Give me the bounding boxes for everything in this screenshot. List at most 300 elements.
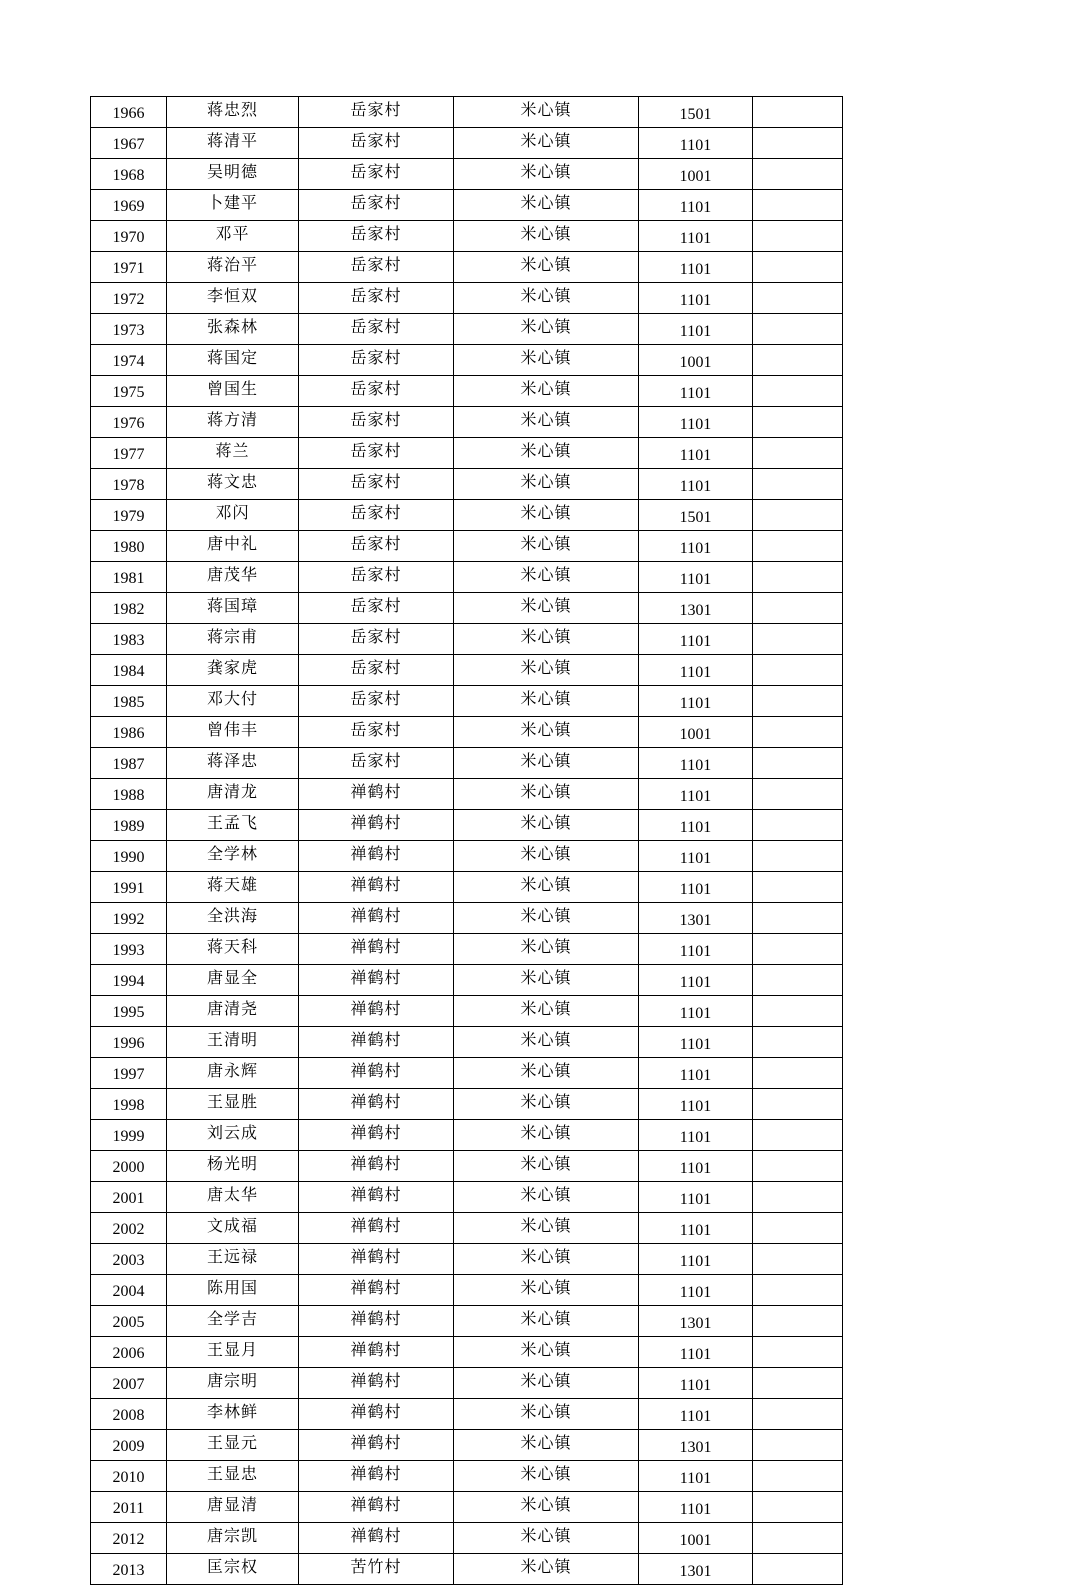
town-cell: 米心镇 [454,97,639,128]
town-cell: 米心镇 [454,1089,639,1120]
code-cell: 1101 [639,1337,753,1368]
row-number-cell: 1996 [91,1027,167,1058]
village-cell: 岳家村 [299,438,454,469]
note-cell [753,531,843,562]
code-cell: 1101 [639,1089,753,1120]
person-name-cell: 王远禄 [167,1244,299,1275]
row-number-cell: 1981 [91,562,167,593]
row-number-cell: 1979 [91,500,167,531]
person-name-cell: 龚家虎 [167,655,299,686]
note-cell [753,1399,843,1430]
note-cell [753,252,843,283]
person-name-cell: 蒋宗甫 [167,624,299,655]
person-name-cell: 刘云成 [167,1120,299,1151]
row-number-cell: 2013 [91,1554,167,1585]
town-cell: 米心镇 [454,1523,639,1554]
town-cell: 米心镇 [454,903,639,934]
table-row [91,1523,843,1554]
note-cell [753,1337,843,1368]
note-cell [753,1275,843,1306]
note-cell [753,810,843,841]
town-cell: 米心镇 [454,407,639,438]
village-cell: 岳家村 [299,469,454,500]
row-number-cell: 2008 [91,1399,167,1430]
code-cell: 1101 [639,748,753,779]
code-cell: 1101 [639,934,753,965]
village-cell: 禅鹤村 [299,1027,454,1058]
note-cell [753,965,843,996]
code-cell: 1101 [639,562,753,593]
town-cell: 米心镇 [454,624,639,655]
person-name-cell: 王清明 [167,1027,299,1058]
row-number-cell: 1986 [91,717,167,748]
table-row [91,1182,843,1213]
code-cell: 1101 [639,1492,753,1523]
table-row [91,1027,843,1058]
note-cell [753,934,843,965]
village-cell: 禅鹤村 [299,1399,454,1430]
note-cell [753,97,843,128]
row-number-cell: 1983 [91,624,167,655]
row-number-cell: 2010 [91,1461,167,1492]
note-cell [753,717,843,748]
note-cell [753,1461,843,1492]
table-row [91,1337,843,1368]
table-row [91,407,843,438]
row-number-cell: 2005 [91,1306,167,1337]
person-name-cell: 唐宗凯 [167,1523,299,1554]
town-cell: 米心镇 [454,1368,639,1399]
code-cell: 1101 [639,1120,753,1151]
town-cell: 米心镇 [454,1027,639,1058]
row-number-cell: 1969 [91,190,167,221]
town-cell: 米心镇 [454,841,639,872]
town-cell: 米心镇 [454,593,639,624]
table-row [91,872,843,903]
town-cell: 米心镇 [454,686,639,717]
town-cell: 米心镇 [454,1399,639,1430]
town-cell: 米心镇 [454,190,639,221]
person-name-cell: 杨光明 [167,1151,299,1182]
person-name-cell: 王显月 [167,1337,299,1368]
code-cell: 1001 [639,1523,753,1554]
note-cell [753,779,843,810]
code-cell: 1001 [639,717,753,748]
village-cell: 禅鹤村 [299,1492,454,1523]
town-cell: 米心镇 [454,748,639,779]
town-cell: 米心镇 [454,500,639,531]
note-cell [753,1554,843,1585]
row-number-cell: 1976 [91,407,167,438]
note-cell [753,903,843,934]
town-cell: 米心镇 [454,376,639,407]
row-number-cell: 1999 [91,1120,167,1151]
village-cell: 岳家村 [299,252,454,283]
code-cell: 1001 [639,345,753,376]
town-cell: 米心镇 [454,779,639,810]
note-cell [753,1244,843,1275]
person-name-cell: 蒋清平 [167,128,299,159]
town-cell: 米心镇 [454,1554,639,1585]
table-row [91,562,843,593]
town-cell: 米心镇 [454,934,639,965]
person-name-cell: 唐显清 [167,1492,299,1523]
table-row [91,903,843,934]
person-name-cell: 全学吉 [167,1306,299,1337]
village-cell: 岳家村 [299,500,454,531]
table-row [91,376,843,407]
town-cell: 米心镇 [454,1461,639,1492]
person-name-cell: 李恒双 [167,283,299,314]
town-cell: 米心镇 [454,1182,639,1213]
table-row [91,996,843,1027]
table-row [91,965,843,996]
town-cell: 米心镇 [454,1337,639,1368]
note-cell [753,1151,843,1182]
person-name-cell: 王显元 [167,1430,299,1461]
village-cell: 禅鹤村 [299,965,454,996]
code-cell: 1301 [639,1306,753,1337]
town-cell: 米心镇 [454,1306,639,1337]
person-name-cell: 蒋国璋 [167,593,299,624]
code-cell: 1101 [639,1244,753,1275]
person-name-cell: 唐中礼 [167,531,299,562]
code-cell: 1101 [639,965,753,996]
town-cell: 米心镇 [454,1430,639,1461]
person-name-cell: 曾伟丰 [167,717,299,748]
note-cell [753,1492,843,1523]
town-cell: 米心镇 [454,221,639,252]
village-cell: 岳家村 [299,407,454,438]
town-cell: 米心镇 [454,128,639,159]
table-row [91,779,843,810]
village-cell: 禅鹤村 [299,1306,454,1337]
village-cell: 禅鹤村 [299,1275,454,1306]
note-cell [753,841,843,872]
person-name-cell: 蒋治平 [167,252,299,283]
town-cell: 米心镇 [454,1058,639,1089]
table-row [91,345,843,376]
person-name-cell: 蒋泽忠 [167,748,299,779]
code-cell: 1101 [639,376,753,407]
code-cell: 1101 [639,1027,753,1058]
code-cell: 1101 [639,1399,753,1430]
town-cell: 米心镇 [454,1492,639,1523]
row-number-cell: 1974 [91,345,167,376]
code-cell: 1301 [639,903,753,934]
note-cell [753,376,843,407]
table-row [91,1120,843,1151]
table-row [91,624,843,655]
person-name-cell: 蒋忠烈 [167,97,299,128]
note-cell [753,407,843,438]
code-cell: 1101 [639,686,753,717]
code-cell: 1101 [639,314,753,345]
table-row [91,1368,843,1399]
row-number-cell: 1991 [91,872,167,903]
village-cell: 岳家村 [299,159,454,190]
row-number-cell: 1993 [91,934,167,965]
row-number-cell: 1998 [91,1089,167,1120]
note-cell [753,686,843,717]
table-row [91,531,843,562]
note-cell [753,438,843,469]
note-cell [753,593,843,624]
note-cell [753,1027,843,1058]
code-cell: 1101 [639,1368,753,1399]
village-cell: 岳家村 [299,624,454,655]
code-cell: 1101 [639,1213,753,1244]
village-cell: 禅鹤村 [299,779,454,810]
town-cell: 米心镇 [454,655,639,686]
code-cell: 1101 [639,1461,753,1492]
code-cell: 1301 [639,1430,753,1461]
table-row [91,934,843,965]
note-cell [753,345,843,376]
person-name-cell: 曾国生 [167,376,299,407]
table-row [91,1554,843,1585]
village-cell: 禅鹤村 [299,1058,454,1089]
person-name-cell: 蒋文忠 [167,469,299,500]
village-cell: 岳家村 [299,531,454,562]
note-cell [753,655,843,686]
table-row [91,159,843,190]
code-cell: 1101 [639,1275,753,1306]
table-row [91,1089,843,1120]
person-name-cell: 邓闪 [167,500,299,531]
town-cell: 米心镇 [454,996,639,1027]
row-number-cell: 1977 [91,438,167,469]
row-number-cell: 2012 [91,1523,167,1554]
village-cell: 岳家村 [299,283,454,314]
village-cell: 禅鹤村 [299,1089,454,1120]
table-row [91,1151,843,1182]
town-cell: 米心镇 [454,345,639,376]
village-cell: 岳家村 [299,190,454,221]
note-cell [753,283,843,314]
town-cell: 米心镇 [454,1120,639,1151]
person-name-cell: 唐清尧 [167,996,299,1027]
row-number-cell: 1970 [91,221,167,252]
table-body [91,97,843,1585]
code-cell: 1101 [639,779,753,810]
code-cell: 1101 [639,872,753,903]
person-name-cell: 唐显全 [167,965,299,996]
row-number-cell: 1985 [91,686,167,717]
person-name-cell: 全洪海 [167,903,299,934]
person-name-cell: 文成福 [167,1213,299,1244]
note-cell [753,748,843,779]
table-row [91,221,843,252]
row-number-cell: 1997 [91,1058,167,1089]
village-cell: 禅鹤村 [299,810,454,841]
note-cell [753,1368,843,1399]
person-name-cell: 邓平 [167,221,299,252]
code-cell: 1101 [639,624,753,655]
row-number-cell: 2011 [91,1492,167,1523]
person-name-cell: 匡宗权 [167,1554,299,1585]
town-cell: 米心镇 [454,562,639,593]
row-number-cell: 2007 [91,1368,167,1399]
village-cell: 禅鹤村 [299,1368,454,1399]
code-cell: 1301 [639,1554,753,1585]
person-name-cell: 蒋国定 [167,345,299,376]
row-number-cell: 2009 [91,1430,167,1461]
code-cell: 1101 [639,1182,753,1213]
note-cell [753,624,843,655]
row-number-cell: 1973 [91,314,167,345]
village-cell: 岳家村 [299,686,454,717]
town-cell: 米心镇 [454,531,639,562]
note-cell [753,1306,843,1337]
row-number-cell: 1982 [91,593,167,624]
village-cell: 禅鹤村 [299,1430,454,1461]
table-row [91,810,843,841]
table-row [91,1058,843,1089]
village-cell: 岳家村 [299,345,454,376]
row-number-cell: 1980 [91,531,167,562]
person-name-cell: 陈用国 [167,1275,299,1306]
village-cell: 禅鹤村 [299,1151,454,1182]
code-cell: 1101 [639,469,753,500]
town-cell: 米心镇 [454,810,639,841]
village-cell: 岳家村 [299,221,454,252]
row-number-cell: 1995 [91,996,167,1027]
row-number-cell: 2004 [91,1275,167,1306]
note-cell [753,500,843,531]
table-row [91,469,843,500]
person-name-cell: 李林鲜 [167,1399,299,1430]
person-name-cell: 唐永辉 [167,1058,299,1089]
table-row [91,97,843,128]
person-name-cell: 唐宗明 [167,1368,299,1399]
table-row [91,841,843,872]
person-name-cell: 卜建平 [167,190,299,221]
note-cell [753,221,843,252]
town-cell: 米心镇 [454,1244,639,1275]
row-number-cell: 2000 [91,1151,167,1182]
village-cell: 岳家村 [299,717,454,748]
table-row [91,314,843,345]
table-row [91,686,843,717]
village-cell: 禅鹤村 [299,1523,454,1554]
code-cell: 1301 [639,593,753,624]
village-cell: 禅鹤村 [299,1337,454,1368]
table-row [91,252,843,283]
code-cell: 1001 [639,159,753,190]
code-cell: 1101 [639,128,753,159]
note-cell [753,1523,843,1554]
row-number-cell: 1967 [91,128,167,159]
town-cell: 米心镇 [454,965,639,996]
note-cell [753,1430,843,1461]
row-number-cell: 1984 [91,655,167,686]
town-cell: 米心镇 [454,252,639,283]
person-name-cell: 蒋天雄 [167,872,299,903]
table-row [91,717,843,748]
person-name-cell: 邓大付 [167,686,299,717]
table-row [91,1244,843,1275]
note-cell [753,469,843,500]
town-cell: 米心镇 [454,872,639,903]
village-cell: 岳家村 [299,593,454,624]
town-cell: 米心镇 [454,283,639,314]
village-cell: 苦竹村 [299,1554,454,1585]
table-row [91,500,843,531]
table-row [91,438,843,469]
table-row [91,1306,843,1337]
person-name-cell: 王显胜 [167,1089,299,1120]
code-cell: 1101 [639,1058,753,1089]
row-number-cell: 1989 [91,810,167,841]
note-cell [753,190,843,221]
code-cell: 1101 [639,531,753,562]
village-cell: 禅鹤村 [299,934,454,965]
table-row [91,1275,843,1306]
person-name-cell: 张森林 [167,314,299,345]
village-cell: 禅鹤村 [299,1213,454,1244]
person-name-cell: 吴明德 [167,159,299,190]
village-cell: 禅鹤村 [299,841,454,872]
person-name-cell: 唐太华 [167,1182,299,1213]
code-cell: 1501 [639,500,753,531]
row-number-cell: 2003 [91,1244,167,1275]
table-row [91,128,843,159]
person-name-cell: 王显忠 [167,1461,299,1492]
row-number-cell: 1966 [91,97,167,128]
row-number-cell: 2006 [91,1337,167,1368]
note-cell [753,872,843,903]
town-cell: 米心镇 [454,159,639,190]
town-cell: 米心镇 [454,314,639,345]
note-cell [753,1058,843,1089]
town-cell: 米心镇 [454,469,639,500]
code-cell: 1101 [639,655,753,686]
row-number-cell: 2001 [91,1182,167,1213]
town-cell: 米心镇 [454,1275,639,1306]
note-cell [753,1120,843,1151]
row-number-cell: 1988 [91,779,167,810]
table-row [91,1430,843,1461]
row-number-cell: 1992 [91,903,167,934]
table-row [91,748,843,779]
person-name-cell: 蒋天科 [167,934,299,965]
table-row [91,593,843,624]
row-number-cell: 1987 [91,748,167,779]
town-cell: 米心镇 [454,1213,639,1244]
person-name-cell: 蒋兰 [167,438,299,469]
village-cell: 禅鹤村 [299,903,454,934]
row-number-cell: 1971 [91,252,167,283]
village-cell: 禅鹤村 [299,872,454,903]
row-number-cell: 1994 [91,965,167,996]
code-cell: 1101 [639,221,753,252]
note-cell [753,1089,843,1120]
village-cell: 岳家村 [299,97,454,128]
person-name-cell: 唐清龙 [167,779,299,810]
note-cell [753,1213,843,1244]
table-row [91,655,843,686]
town-cell: 米心镇 [454,717,639,748]
row-number-cell: 2002 [91,1213,167,1244]
code-cell: 1101 [639,1151,753,1182]
town-cell: 米心镇 [454,1151,639,1182]
person-name-cell: 王孟飞 [167,810,299,841]
table-row [91,1492,843,1523]
table-row [91,1399,843,1430]
code-cell: 1101 [639,841,753,872]
table-row [91,1461,843,1492]
